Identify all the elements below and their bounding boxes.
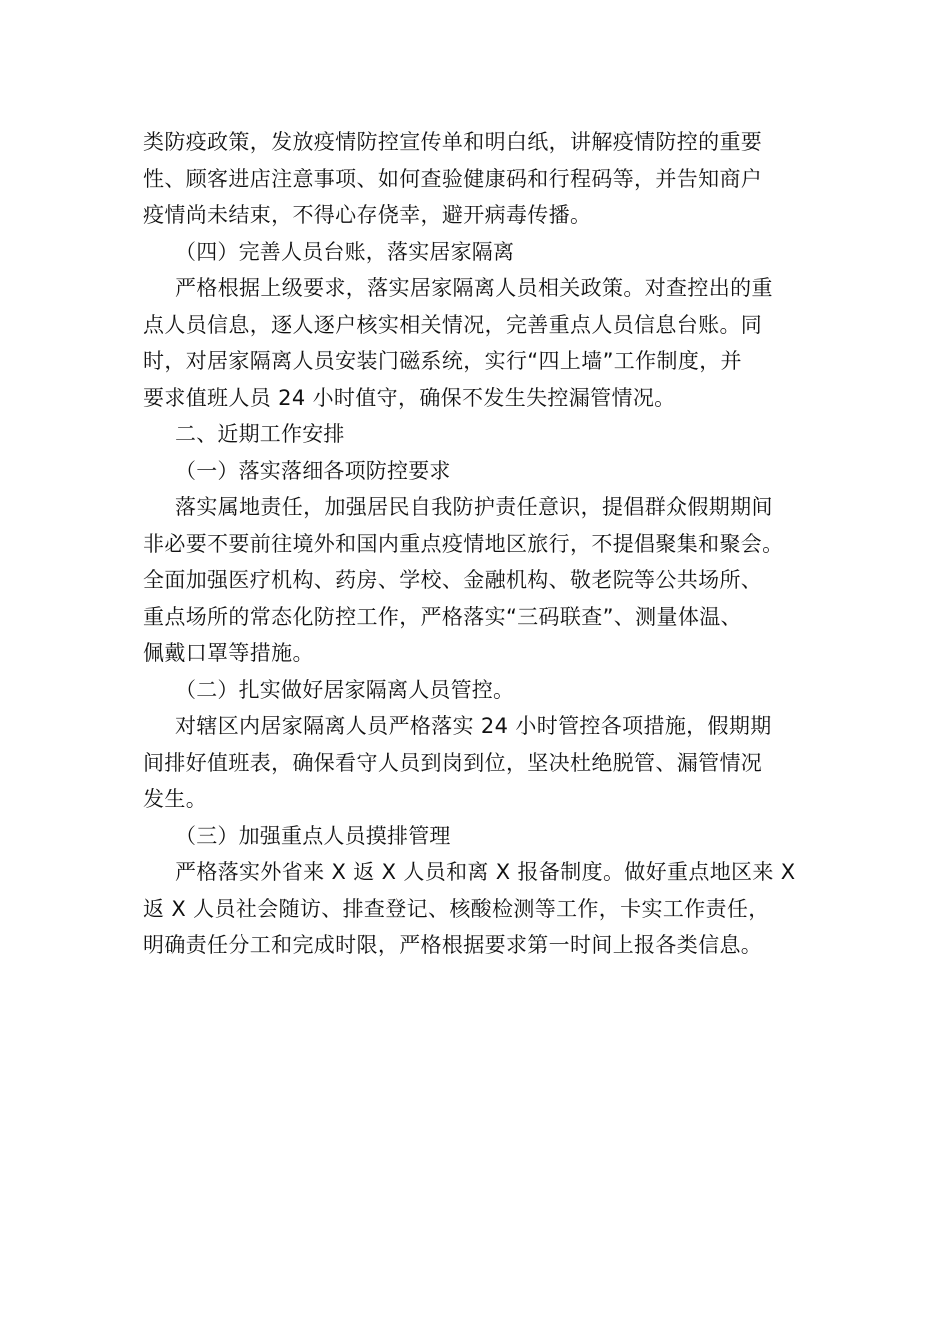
subsection-heading: （二）扎实做好居家隔离人员管控。 <box>175 677 515 702</box>
paragraph-line: 明确责任分工和完成时限，严格根据要求第一时间上报各类信息。 <box>143 933 763 957</box>
paragraph-line: 发生。 <box>143 787 208 811</box>
section-heading: （四）完善人员台账，落实居家隔离 <box>175 239 515 264</box>
paragraph-line: 佩戴口罩等措施。 <box>143 641 314 665</box>
paragraph-line: 时，对居家隔离人员安装门磁系统，实行“四上墙”工作制度，并 <box>143 349 742 373</box>
document-body <box>143 124 809 964</box>
paragraph-line: 非必要不要前往境外和国内重点疫情地区旅行，不提倡聚集和聚会。 <box>143 531 784 556</box>
paragraph-line: 对辖区内居家隔离人员严格落实 24 小时管控各项措施，假期期 <box>175 714 772 738</box>
section-heading: 二、近期工作安排 <box>175 422 345 446</box>
paragraph-line: 严格根据上级要求，落实居家隔离人员相关政策。对查控出的重 <box>175 276 773 300</box>
paragraph-line: 返 X 人员社会随访、排查登记、核酸检测等工作，卡实工作责任， <box>143 896 770 921</box>
paragraph-line: 点人员信息，逐人逐户核实相关情况，完善重点人员信息台账。同 <box>143 312 763 337</box>
paragraph-line: 落实属地责任，加强居民自我防护责任意识，提倡群众假期期间 <box>175 495 773 519</box>
paragraph-line: 性、顾客进店注意事项、如何查验健康码和行程码等，并告知商户 <box>143 166 763 191</box>
subsection-heading: （三）加强重点人员摸排管理 <box>175 823 451 848</box>
subsection-heading: （一）落实落细各项防控要求 <box>175 458 451 483</box>
paragraph-line: 全面加强医疗机构、药房、学校、金融机构、敬老院等公共场所、 <box>143 568 763 592</box>
paragraph-line: 疫情尚未结束，不得心存侥幸，避开病毒传播。 <box>143 203 592 227</box>
paragraph-line: 要求值班人员 24 小时值守，确保不发生失控漏管情况。 <box>143 385 676 410</box>
paragraph-line: 间排好值班表，确保看守人员到岗到位，坚决杜绝脱管、漏管情况 <box>143 750 763 775</box>
paragraph-line: 重点场所的常态化防控工作，严格落实“三码联查”、测量体温、 <box>143 604 742 629</box>
paragraph-line: 类防疫政策，发放疫情防控宣传单和明白纸，讲解疫情防控的重要 <box>143 130 763 154</box>
paragraph-line: 严格落实外省来 X 返 X 人员和离 X 报备制度。做好重点地区来 X <box>175 860 796 884</box>
